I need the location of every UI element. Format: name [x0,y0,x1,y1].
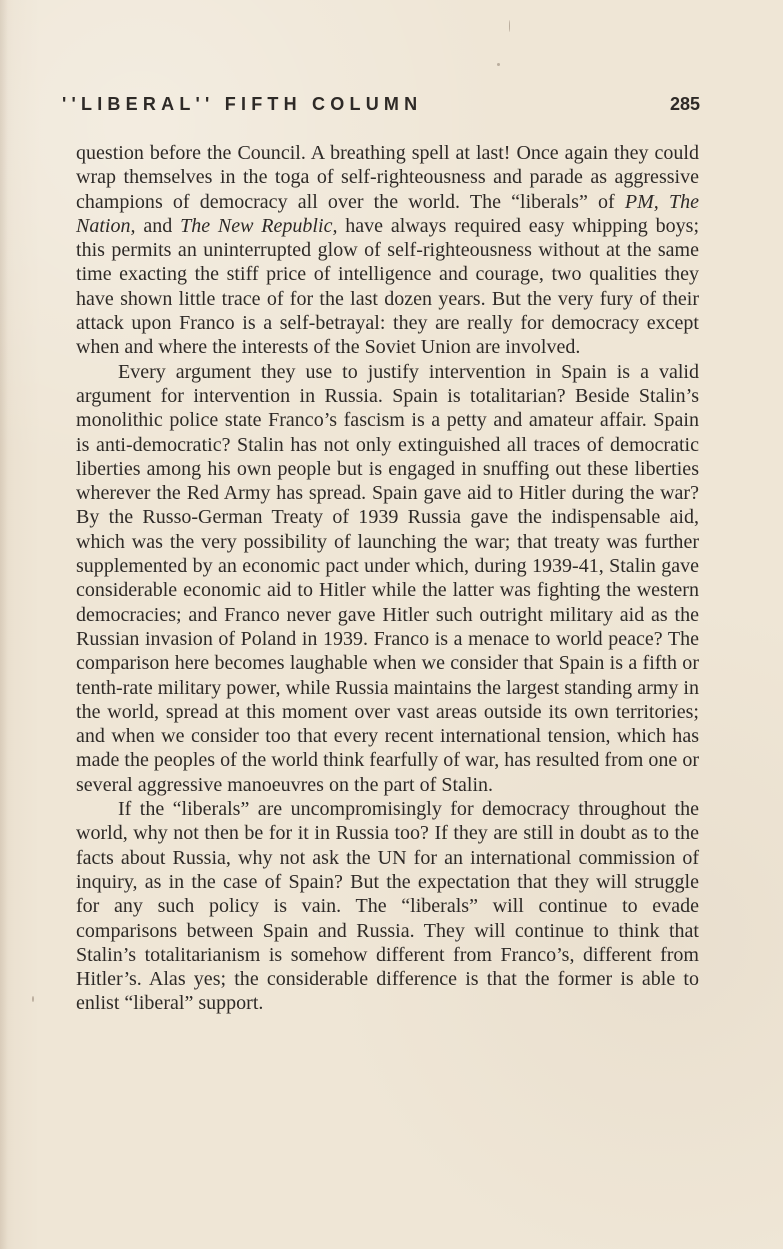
page-number: 285 [669,94,700,114]
publication-the-new-republic: The New Republic, [180,214,338,237]
running-head: ''LIBERAL'' FIFTH COLUMN [62,94,423,114]
scan-speck [509,20,510,32]
body-text [76,141,699,1016]
paragraph-2: Every argument they use to justify intervention in Spain is a valid argument for intervention in Russia. Spain is totalitarian? Beside Stalin’s monolithic police state Franco’s fascism is a petty and amateur affair. Spain is anti-democratic? Stalin has not only extinguished all traces of democratic liberties among his own people but is engaged in snuffing out these liberties wherever the Red Army has spread. Spain gave aid to Hitler during the war? By the Russo-German Treaty of 1939 Russia gave the indispensable aid, which was the very possibility of launching the war; that treaty was further supplemented by an economic pact under which, during 1939-41, Stalin gave considerable economic aid to Hitler while the latter was fighting the western democracies; and Franco never gave Hitler such outright military aid as the Russian invasion of Poland in 1939. Franco is a menace to world peace? The comparison here becomes laughable when we consider that Spain is a fifth or tenth-rate military power, while Russia maintains the largest standing army in the world, spread at this moment over vast areas outside its own territories; and when we consider too that every recent international tension, which has made the peoples of the world think fearfully of war, has resulted from one or several aggressive manoeuvres on the part of Stalin. [76,360,699,796]
page-header [62,94,700,118]
paragraph-1-text-part-1: question before the Council. A breathing spell at last! Once again they could wrap themselves in the toga of self-righteousness and parade as aggressive champions of democracy all over the world. The “liberals” of [76,142,699,213]
paragraph-1-separator-1 [659,191,669,213]
scan-speck [32,996,34,1002]
paragraph-1-text-part-2: have always required easy whipping boys; this permits an uninterrupted glow of self-righteousness without at the same time exacting the stiff price of intelligence and courage, two qualities they have shown little trace of for the last dozen years. But the very fury of their attack upon Franco is a self-betrayal: they are really for democracy except when and where the interests of the Soviet Union are involved. [76,214,700,359]
page-gutter-shadow [0,0,8,1249]
publication-pm: PM, [624,190,659,213]
publication-the-nation: The Nation, [76,190,699,237]
paragraph-1-separator-2: and [135,214,181,237]
paragraph-3: If the “liberals” are uncompromisingly for democracy throughout the world, why not then be for it in Russia too? If they are still in doubt as to the facts about Russia, why not ask the UN for an international commission of inquiry, as in the case of Spain? But the expectation that they will struggle for any such policy is vain. The “liberals” will continue to evade comparisons between Spain and Russia. They will continue to think that Stalin’s totalitarianism is somehow different from Franco’s, different from Hitler’s. Alas yes; the considerable difference is that the former is able to enlist “liberal” support. [76,798,699,1015]
scan-speck [497,63,500,66]
paragraph-1 [76,141,699,360]
